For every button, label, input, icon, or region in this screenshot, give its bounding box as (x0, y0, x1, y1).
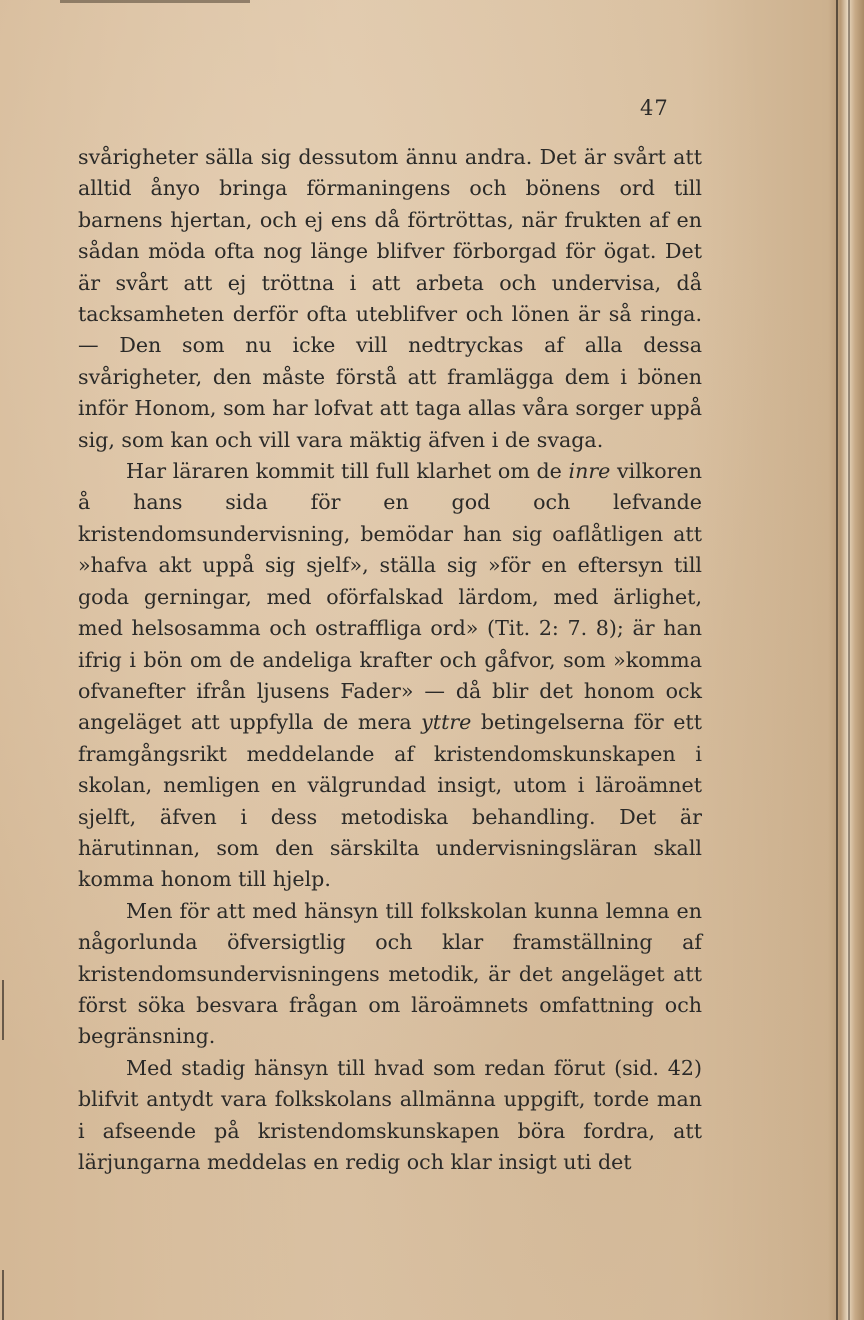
gutter-line (836, 0, 838, 1320)
paragraph (78, 456, 702, 896)
top-edge-rule (60, 0, 250, 3)
book-gutter (828, 0, 864, 1320)
text-run: Har läraren kommit till full klarhet om de (126, 459, 569, 484)
left-margin-mark (2, 980, 4, 1040)
paragraph: Med stadig hänsyn till hvad som redan förut (sid. 42) blifvit antydt vara folkskolans allmänna uppgift, torde man i afseende på kristendomskunskapen böra fordra, att lärjungarna meddelas en redig och klar insigt uti det (78, 1055, 702, 1174)
page-number: 47 (640, 96, 669, 120)
paragraph: svårigheter sälla sig dessutom ännu andra. Det är svårt att alltid ånyo bringa förmaningens och bönens ord till barnens hjertan, och ej ens då förtröttas, när frukten af en sådan möda ofta nog länge blifver förborgad för ögat. Det är svårt att ej tröttna i att arbeta och undervisa, då tacksamheten derför ofta uteblifver och lönen är så ringa. — Den som nu icke vill nedtryckas af alla dessa svårigheter, den måste förstå att framlägga dem i bönen inför Honom, som har lofvat att taga allas våra sorger uppå sig, som kan och vill vara mäktig äfven i de svaga. (78, 145, 702, 452)
paragraph: Men för att med hänsyn till folkskolan kunna lemna en någorlunda öfversigtlig och klar framställning af kristendomsundervisningens metodik, är det angeläget att först söka besvara frågan om läroämnets omfattning och begränsning. (78, 898, 702, 1049)
body-text (78, 142, 702, 1178)
gutter-line (848, 0, 850, 1320)
text-run: vilkoren å hans sida för en god och lefvande kristendomsundervisning, bemödar han sig oaflåtligen att »hafva akt uppå sig sjelf», ställa sig »för en eftersyn till goda gerningar, med oförfalskad lärdom, med ärlighet, med helsosamma och ostraffliga ord» (Tit. 2: 7. 8); är han ifrig i bön om de andeliga krafter och gåfvor, som »komma ofvanefter ifrån ljusens Fader» — då blir det honom ock angeläget att uppfylla de mera (78, 459, 702, 735)
left-margin-mark (2, 1270, 4, 1320)
text-run: betingelserna för ett framgångsrikt meddelande af kristendomskunskapen i skolan, nemligen en välgrundad insigt, utom i läroämnet sjelft, äfven i dess metodiska behandling. Det är härutinnan, som den särskilta undervisningsläran skall komma honom till hjelp. (78, 710, 702, 892)
emphasis-text: yttre (421, 710, 472, 735)
emphasis-text: inre (568, 459, 611, 484)
